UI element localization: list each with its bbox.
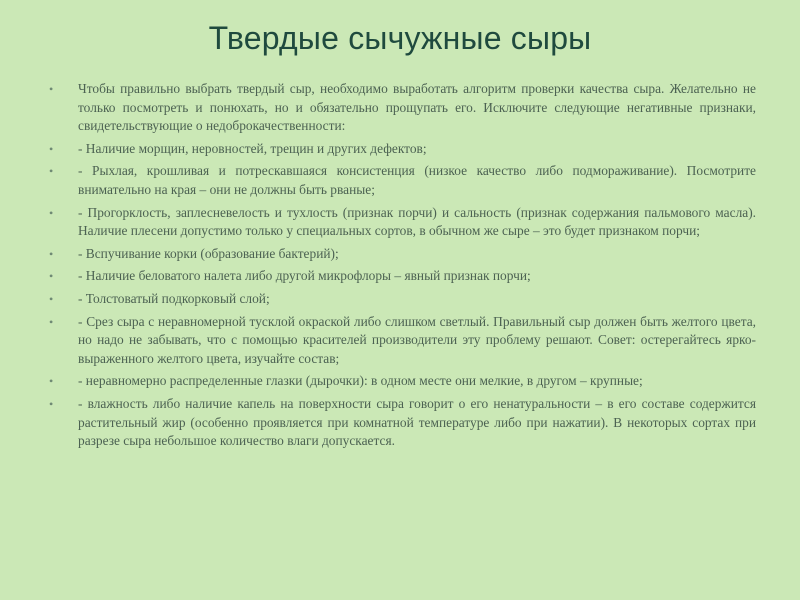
list-item	[44, 80, 756, 136]
bullet-icon: •	[49, 246, 54, 261]
bullet-icon: •	[49, 82, 54, 96]
list-item	[44, 245, 756, 264]
list-item	[44, 267, 756, 286]
list-item-text: Чтобы правильно выбрать твердый сыр, необходимо выработать алгоритм проверки качества сыра. Желательно не только посмотреть и понюхать, но и обязательно прощупать его. Исключите следующие негативные признаки, свидетельствующие о недоброкачественности:	[78, 81, 756, 134]
bullet-icon: •	[49, 314, 54, 329]
list-item	[44, 395, 756, 451]
list-item-text: - Вспучивание корки (образование бактерий);	[78, 245, 339, 261]
list-item-text: - Наличие морщин, неровностей, трещин и других дефектов;	[78, 140, 427, 156]
list-item-text: - Рыхлая, крошливая и потрескавшаяся консистенция (низкое качество либо подмораживание). Посмотрите внимательно на края – они не должны быть рваные;	[78, 163, 756, 197]
list-item	[44, 140, 756, 159]
bullet-icon: •	[49, 396, 54, 411]
bullet-icon: •	[49, 291, 54, 306]
list-item	[44, 313, 756, 369]
list-item-text: - Прогорклость, заплесневелость и тухлость (признак порчи) и сальность (признак содержания пальмового масла). Наличие плесени допустимо только у специальных сортов, в обычном же сыре – это будет признаком порчи;	[78, 204, 756, 239]
list-item-text: - Толстоватый подкорковый слой;	[78, 290, 270, 306]
bullet-icon: •	[49, 141, 54, 156]
bullet-icon: •	[49, 164, 54, 179]
bullet-icon: •	[49, 374, 54, 389]
slide-content	[44, 80, 756, 455]
list-item	[44, 204, 756, 241]
list-item	[44, 372, 756, 391]
list-item	[44, 162, 756, 199]
list-item-text: - неравномерно распределенные глазки (дырочки): в одном месте они мелкие, в другом – крупные;	[78, 373, 643, 389]
bullet-icon: •	[49, 205, 54, 220]
list-item	[44, 290, 756, 309]
bullet-icon: •	[49, 269, 54, 284]
list-item-text: - влажность либо наличие капель на поверхности сыра говорит о его ненатуральности – в его составе содержится растительный жир (особенно проявляется при комнатной температуре либо при нажатии). В некоторых сортах при разрезе сыра небольшое количество влаги допускается.	[78, 395, 756, 449]
slide-title: Твердые сычужные сыры	[208, 20, 592, 56]
list-item-text: - Срез сыра с неравномерной тусклой окраской либо слишком светлый. Правильный сыр должен быть желтого цвета, но надо не забывать, что с помощью красителей производители эту проблему решают. Совет: остерегайтесь ярко-выраженного желтого цвета, изучайте состав;	[78, 313, 756, 366]
bullet-list	[44, 80, 756, 451]
list-item-text: - Наличие беловатого налета либо другой микрофлоры – явный признак порчи;	[78, 268, 531, 284]
